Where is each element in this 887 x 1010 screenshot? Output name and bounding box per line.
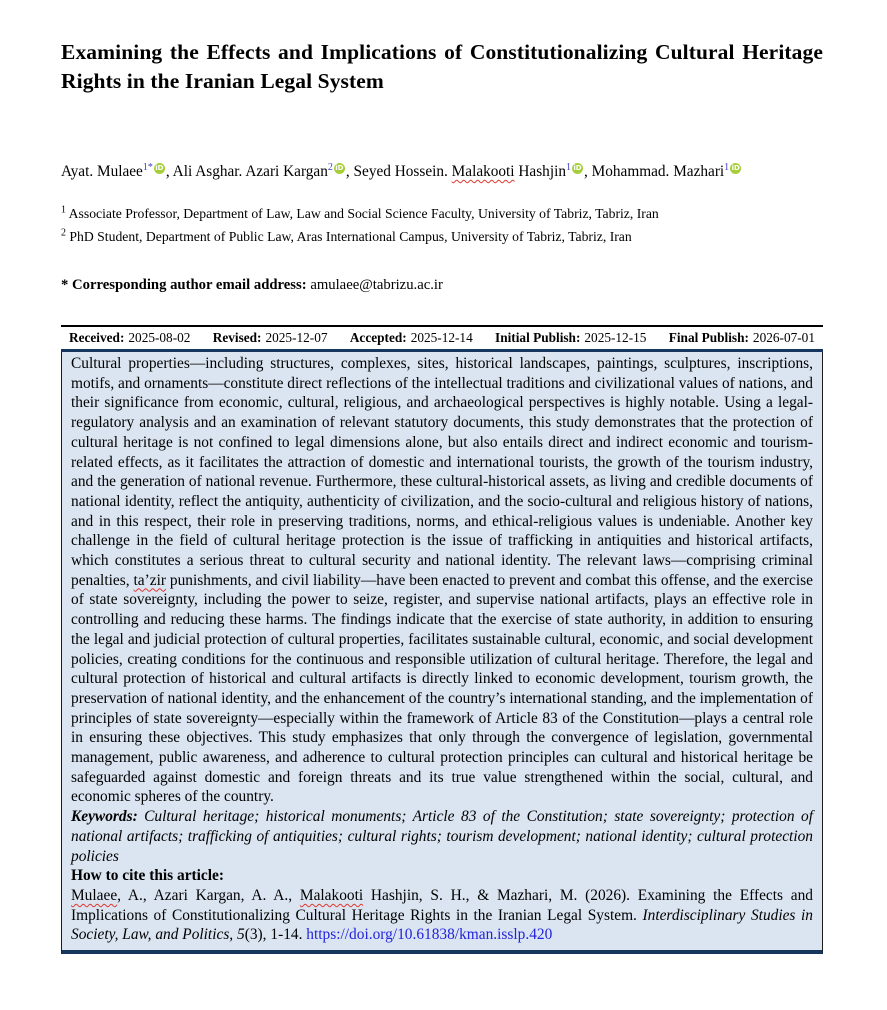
text-segment: Hashjin, S. H., & Mazhari, M. (2026). Examining the Effects and Implications of Constitutionalizing Cultural Heritage Rights in the Iranian Legal System. (71, 886, 813, 924)
text-segment: 1* (142, 161, 153, 173)
date-value: 2025-12-15 (584, 330, 647, 345)
date-label: Received: (69, 330, 125, 345)
text-segment: (3), 1-14. (244, 926, 307, 944)
text-segment: PhD Student, Department of Public Law, Aras International Campus, University of Tabriz, Tabriz, Iran (66, 228, 632, 244)
text-segment: 1 (724, 161, 730, 173)
text-segment: Cultural properties—including structures, complexes, sites, historical landscapes, paintings, sculptures, inscriptions, motifs, and ornaments—constitute direct reflections of the intellectual traditions and civilizational values of nations, and their significance from economic, cultural, religious, and archaeological perspectives is highly notable. Using a legal-regulatory analysis and an examination of relevant statutory documents, this study demonstrates that the protection of cultural heritage is not confined to legal dimensions alone, but also entails direct and indirect economic and tourism-related effects, as it facilitates the attraction of domestic and international tourists, the growth of the tourism industry, and the generation of national revenue. Furthermore, these cultural-historical assets, as living and credible documents of national identity, reflect the antiquity, authenticity of civilization, and the socio-cultural and religious history of nations, and in this respect, their role in preserving traditions, norms, and ethical-religious values is undeniable. Another key challenge in the field of cultural heritage protection is the issue of trafficking in antiquities and historical artifacts, which constitutes a serious threat to cultural security and national identity. The relevant laws—comprising criminal penalties, (71, 355, 813, 589)
page-content (61, 38, 823, 954)
affiliation-line-1 (61, 203, 823, 226)
date-value: 2025-08-02 (128, 330, 191, 345)
text-segment: 1 (565, 161, 571, 173)
orcid-icon: iD (573, 163, 582, 172)
affiliations-block (61, 203, 823, 248)
date-value: 2026-07-01 (752, 330, 815, 345)
dates-row (61, 325, 823, 352)
date-label: Accepted: (349, 330, 407, 345)
text-segment: Hashjin (514, 163, 566, 180)
date-accepted (350, 329, 473, 346)
citation-text (71, 886, 813, 945)
misspelled-text: ta’zir (133, 571, 166, 589)
text-segment: , Seyed Hossein. (345, 163, 452, 180)
text-segment: Associate Professor, Department of Law, Law and Social Science Faculty, University of Tabriz, Tabriz, Iran (66, 206, 659, 221)
date-label: Initial Publish: (495, 330, 581, 345)
text-segment: , A., Azari Kargan, A. A., (117, 886, 300, 904)
text-segment: Ayat. Mulaee (61, 163, 143, 180)
abstract-text (71, 354, 813, 807)
text-segment: , Ali Asghar. Azari Kargan (165, 163, 328, 180)
text-segment: , Mohammad. Mazhari (583, 163, 725, 180)
text-segment: 2 (327, 161, 333, 173)
misspelled-text: Mulaee (71, 886, 118, 904)
text-segment: 5 (237, 926, 245, 944)
corresponding-email: amulaee@tabrizu.ac.ir (306, 277, 443, 293)
date-value: 2025-12-07 (265, 330, 328, 345)
authors-line (61, 162, 823, 182)
affiliation-line-2 (61, 226, 823, 249)
date-revised (213, 329, 328, 346)
orcid-icon: iD (731, 163, 740, 172)
cite-heading: How to cite this article: (71, 867, 224, 885)
keywords-text (71, 807, 813, 866)
text-segment: Interdisciplinary Studies in Society, Law, and Politics, (71, 906, 813, 944)
orcid-icon: iD (155, 163, 164, 172)
paper-title: Examining the Effects and Implications of Constitutionalizing Cultural Heritage Rights in the Iranian Legal System (61, 40, 823, 93)
date-final-publish (669, 329, 815, 346)
doi-link[interactable]: https://doi.org/10.61838/kman.isslp.420 (306, 926, 553, 944)
text-segment: 2 (61, 226, 66, 238)
date-label: Final Publish: (668, 330, 749, 345)
abstract-box (61, 352, 823, 954)
text-segment: Cultural heritage; historical monuments; Article 83 of the Constitution; state sovereignty; protection of national artifacts; trafficking of antiquities; cultural rights; tourism development; national identity; cultural protection policies (71, 808, 813, 865)
misspelled-text: Malakooti (299, 886, 364, 904)
date-initial-publish (495, 329, 646, 346)
corresponding-label: * Corresponding author email address: (61, 277, 307, 293)
text-segment: Keywords: (71, 808, 145, 826)
text-segment: 1 (61, 204, 66, 216)
orcid-icon: iD (335, 163, 344, 172)
date-received (69, 329, 190, 346)
text-segment: punishments, and civil liability—have been enacted to prevent and combat this offense, and the exercise of state sovereignty, including the power to seize, register, and supervise national artifacts, plays an effective role in controlling and reducing these harms. The findings indicate that the exercise of state authority, in addition to ensuring the legal and judicial protection of cultural properties, facilitates sustainable cultural, economic, and social development policies, creating conditions for the continuous and responsible utilization of cultural heritage. Therefore, the legal and cultural protection of historical and cultural artifacts is directly linked to economic development, tourism growth, the preservation of national identity, and the enhancement of the country’s international standing, and the implementation of principles of state sovereignty—especially within the framework of Article 83 of the Constitution—plays a central role in ensuring these objectives. This study emphasizes that only through the convergence of legislation, governmental management, public awareness, and adherence to cultural protection principles can cultural and historical heritage be safeguarded against domestic and foreign threats and its true value strengthened within the social, cultural, and economic spheres of the country. (71, 571, 813, 806)
misspelled-text: Malakooti (451, 163, 515, 180)
date-label: Revised: (212, 330, 262, 345)
date-value: 2025-12-14 (410, 330, 473, 345)
corresponding-author-line (61, 275, 823, 295)
